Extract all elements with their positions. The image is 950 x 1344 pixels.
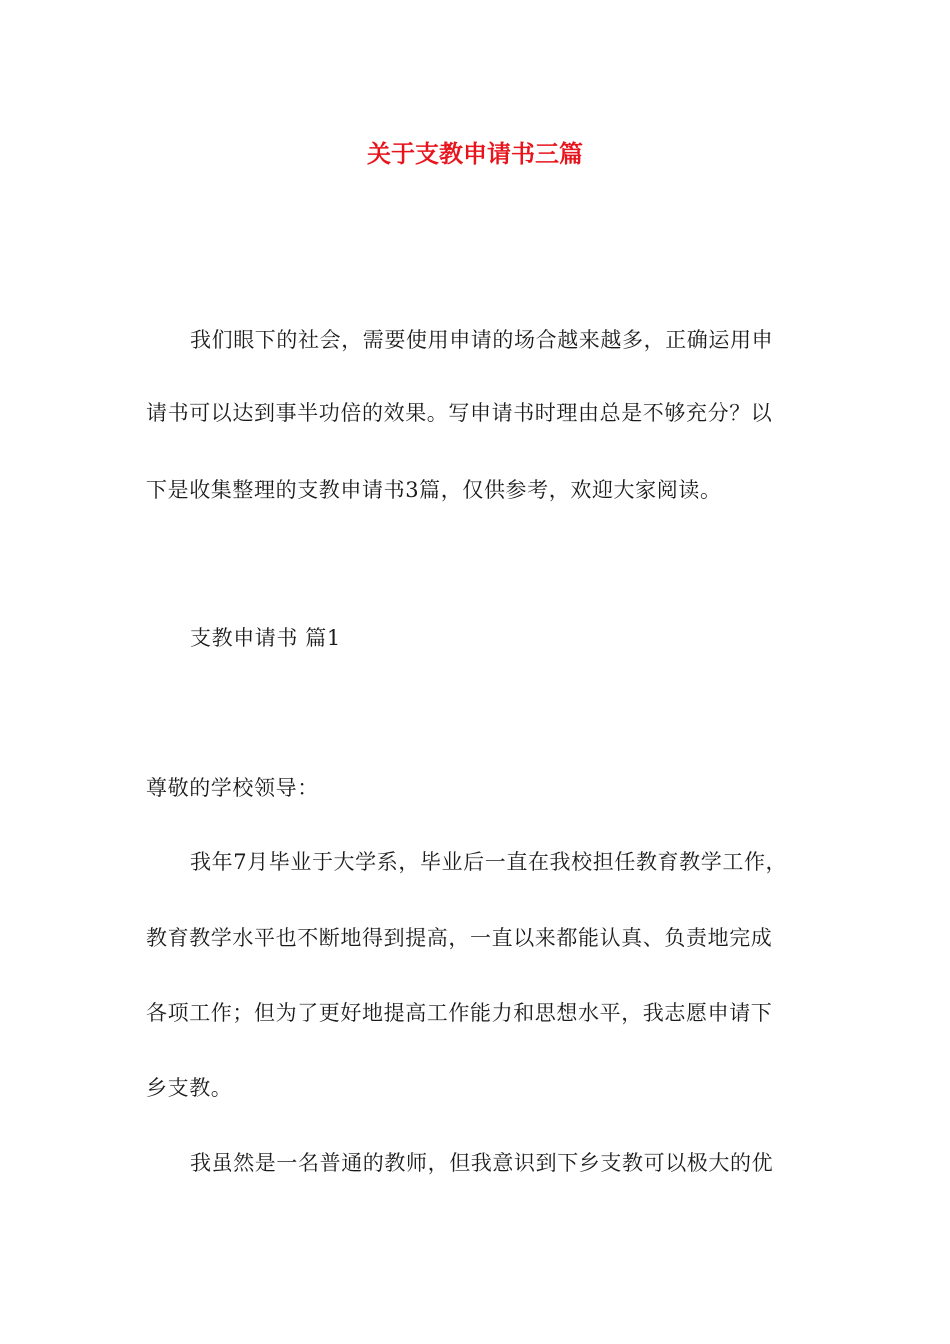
paragraph1-line-4: 乡支教。 xyxy=(146,1076,233,1100)
paragraph2-line-1: 我虽然是一名普通的教师，但我意识到下乡支教可以极大的优 xyxy=(190,1151,774,1175)
salutation: 尊敬的学校领导： xyxy=(146,776,319,800)
intro-line-2: 请书可以达到事半功倍的效果。写申请书时理由总是不够充分？以 xyxy=(146,401,773,425)
paragraph1-line-3: 各项工作；但为了更好地提高工作能力和思想水平，我志愿申请下 xyxy=(146,1001,773,1025)
intro-line-1: 我们眼下的社会，需要使用申请的场合越来越多，正确运用申 xyxy=(190,328,774,352)
section-heading: 支教申请书 篇1 xyxy=(190,626,341,650)
paragraph1-line-2: 教育教学水平也不断地得到提高，一直以来都能认真、负责地完成 xyxy=(146,926,773,950)
intro-line-3: 下是收集整理的支教申请书3篇，仅供参考，欢迎大家阅读。 xyxy=(146,478,722,502)
document-title: 关于支教申请书三篇 xyxy=(367,139,583,168)
paragraph1-line-1: 我年7月毕业于大学系，毕业后一直在我校担任教育教学工作， xyxy=(190,850,788,874)
